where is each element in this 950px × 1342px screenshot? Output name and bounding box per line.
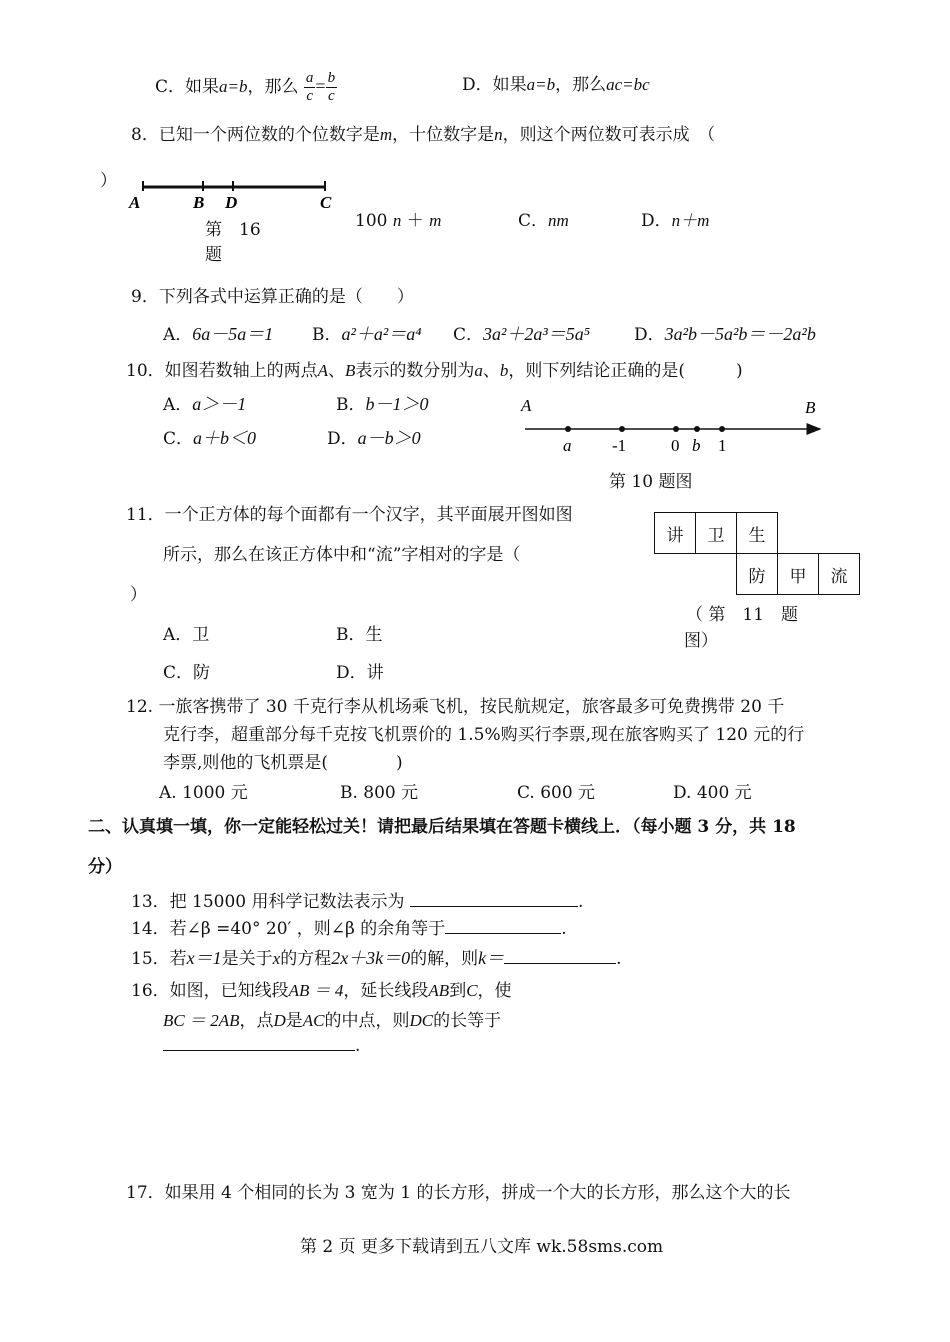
q7-c-label: C．如果 <box>155 77 220 97</box>
point-one <box>719 426 725 432</box>
q16-l2-b: ，点 <box>239 1011 274 1031</box>
q16-l1-b: ，延长线段 <box>343 981 429 1001</box>
q11-stem-a: 11．一个正方体的每个面都有一个汉字，其平面展开图如图 <box>126 505 573 525</box>
q11-close-paren: ） <box>130 585 147 605</box>
q7-option-d <box>462 70 650 95</box>
q9-a-expr: 6a－5a＝1 <box>192 324 274 344</box>
q7-d-label: D．如果 <box>462 75 527 95</box>
q16-ab-eq: AB ＝ 4 <box>288 981 344 1000</box>
q11-stem-b: 所示，那么在该正方体中和“流”字相对的字是（ <box>163 545 521 565</box>
q10-c-expr: a＋b＜0 <box>193 428 257 448</box>
tick-label-one: 1 <box>718 436 727 455</box>
q7-d-cond: a=b <box>526 75 556 94</box>
q16-l1-d: ，使 <box>477 981 512 1001</box>
q14-answer-blank[interactable] <box>445 919 561 934</box>
q11-option-d: D．讲 <box>336 663 384 683</box>
q10-b-expr: b－1＞0 <box>365 394 429 414</box>
q10-option-c <box>163 424 256 450</box>
q11-option-c: C．防 <box>163 663 211 683</box>
q10-stem-b: 表示的数分别为 <box>355 361 475 381</box>
q16-dc: DC <box>409 1011 434 1030</box>
q8-stem-a: 8．已知一个两位数的个位数字是 <box>131 125 380 145</box>
q10-stem <box>126 356 743 381</box>
q10-d-expr: a－b＞0 <box>357 428 421 448</box>
q9-option-b <box>312 320 422 346</box>
label-a: A <box>129 193 141 212</box>
q16-c: C <box>466 981 478 1000</box>
label-b: B <box>193 193 205 212</box>
q12-line1: 12. 一旅客携带了 30 千克行李从机场乘飞机，按民航规定，旅客最多可免费携带 20 千 <box>126 697 785 717</box>
q13-text: 13．把 15000 用科学记数法表示为 <box>131 892 405 912</box>
q13-answer-blank[interactable] <box>410 892 578 907</box>
tick-label-minus-one: -1 <box>612 436 627 455</box>
cube-cell: 卫 <box>696 513 737 554</box>
q10-a-expr: a＞－1 <box>192 394 247 414</box>
point-minus-one <box>619 426 625 432</box>
q9-option-c <box>453 320 590 346</box>
q11-option-a: A．卫 <box>163 625 210 645</box>
q9-option-a <box>163 320 273 346</box>
q16-line3 <box>163 1036 360 1056</box>
point-a <box>565 426 571 432</box>
q14-text: 14．若∠β =40° 20′ ，则∠β 的余角等于 <box>131 919 446 939</box>
q9-stem: 9．下列各式中运算正确的是（ ） <box>131 287 414 307</box>
q15-end: . <box>616 949 622 969</box>
q16-d: D <box>273 1011 286 1030</box>
cube-cell: 流 <box>819 554 860 595</box>
q8-b-plus: ＋ <box>406 211 424 231</box>
q8-var-n: n <box>494 125 503 144</box>
q9-c-label: C． <box>453 325 484 345</box>
q12-option-a: A. 1000 元 <box>159 783 248 803</box>
q15-expr3: k＝ <box>478 948 505 968</box>
frac-num: b <box>327 70 336 86</box>
q10-sep: 、 <box>328 361 346 381</box>
q10-var-b: b <box>499 361 509 380</box>
q14-end: . <box>561 919 567 939</box>
q8-option-d <box>641 206 709 231</box>
q10-var-a-point: A <box>317 361 329 380</box>
section-heading-line2: 分） <box>88 857 122 877</box>
q15-d: 的解，则 <box>410 949 479 969</box>
cube-cell: 生 <box>737 513 778 554</box>
q7-d-expr: ac=bc <box>606 75 650 94</box>
q16-ab: AB <box>428 981 450 1000</box>
q10-c-label: C． <box>163 429 194 449</box>
q7-c-fraction-left <box>304 70 316 105</box>
q10-d-label: D． <box>327 429 358 449</box>
frac-den: c <box>327 88 335 104</box>
q8-c-expr: nm <box>548 211 569 230</box>
fig-label-b: B <box>805 398 816 417</box>
q15 <box>131 944 622 970</box>
q10-var-a: a <box>474 361 483 380</box>
q9-c-expr: 3a²＋2a³＝5a⁵ <box>483 324 591 344</box>
q8-d-expr: n＋m <box>671 211 710 230</box>
segment-figure <box>125 178 375 214</box>
label-d: D <box>225 193 238 212</box>
q7-c-cond: a=b <box>219 77 248 96</box>
tick-label-b: b <box>692 436 701 455</box>
q17-text: 17．如果用 4 个相同的长为 3 宽为 1 的长方形，拼成一个大的长方形，那么这个大的长 <box>126 1183 791 1203</box>
cube-cell: 讲 <box>655 513 696 554</box>
q15-c: 的方程 <box>280 949 332 969</box>
q10-stem-c: ，则下列结论正确的是( ) <box>508 361 743 381</box>
frac-den: c <box>306 88 313 104</box>
fig16-caption-a: 第 16 <box>205 220 261 240</box>
point-b <box>694 426 700 432</box>
q8-var-m: m <box>379 125 393 144</box>
q15-answer-blank[interactable] <box>504 949 616 964</box>
q10-option-a <box>163 390 246 416</box>
cube-cell: 防 <box>737 554 778 595</box>
q16-ac: AC <box>302 1011 325 1030</box>
q10-var-b-point: B <box>345 361 356 380</box>
q16-l2-e: 的长等于 <box>433 1011 502 1031</box>
q9-b-expr: a²＋a²＝a⁴ <box>341 324 422 344</box>
q9-option-d <box>634 320 816 346</box>
fig-label-a: A <box>521 396 532 415</box>
q8-stem-c: ，则这个两位数可表示成 （ <box>502 125 716 145</box>
q8-stem-b: ，十位数字是 <box>392 125 495 145</box>
q8-c-label: C． <box>518 211 549 231</box>
q15-expr2: 2x＋3k＝0 <box>331 948 411 968</box>
tick-label-a: a <box>563 436 572 455</box>
q7-d-then: ，那么 <box>555 75 607 95</box>
q7-option-c <box>155 70 337 105</box>
q9-b-label: B． <box>312 325 342 345</box>
q8-option-c <box>518 206 569 231</box>
q13-end: . <box>577 892 584 912</box>
q7-c-then: ，那么 <box>247 77 299 97</box>
q16-l2-d: 的中点，则 <box>324 1011 410 1031</box>
section-heading-line1: 二、认真填一填，你一定能轻松过关！请把最后结果填在答题卡横线上．（每小题 3 分，共 18 <box>88 817 796 837</box>
q16-l1-a: 16．如图，已知线段 <box>131 981 289 1001</box>
q9-d-expr: 3a²b－5a²b＝－2a²b <box>664 324 816 344</box>
frac-num: a <box>305 70 314 86</box>
point-zero <box>673 426 679 432</box>
q11-option-b: B．生 <box>336 625 383 645</box>
q10-stem-a: 10．如图若数轴上的两点 <box>126 361 318 381</box>
fig11-caption-a: （ 第 11 题 <box>686 605 799 625</box>
q9-d-label: D． <box>634 325 665 345</box>
q15-a: 15．若 <box>131 949 187 969</box>
q10-option-d <box>327 424 421 450</box>
q12-option-c: C. 600 元 <box>517 783 596 803</box>
q16-l1-c: 到 <box>449 981 467 1001</box>
q9-a-label: A． <box>163 325 193 345</box>
q12-line2: 克行李，超重部分每千克按飞机票价的 1.5%购买行李票,现在旅客购买了 120 元的行 <box>163 725 805 745</box>
q8-b-m: m <box>429 211 442 230</box>
q16-l2-c: 是 <box>285 1011 303 1031</box>
q7-c-fraction-right <box>326 70 338 105</box>
q8-stem <box>131 120 715 145</box>
q13 <box>131 887 583 912</box>
number-line-figure <box>515 393 830 463</box>
q8-b-num: 100 <box>355 211 388 231</box>
q12-option-d: D. 400 元 <box>673 783 752 803</box>
cube-cell: 甲 <box>778 554 819 595</box>
q10-sep2: 、 <box>482 361 500 381</box>
q10-a-label: A． <box>163 395 193 415</box>
q12-line3: 李票,则他的飞机票是( ) <box>163 753 403 773</box>
label-c: C <box>320 193 332 212</box>
cube-net <box>654 512 860 595</box>
q15-var-x: x <box>272 949 281 968</box>
q12-option-b: B. 800 元 <box>340 783 419 803</box>
page-footer: 第 2 页 更多下载请到五八文库 wk.58sms.com <box>300 1237 664 1257</box>
q14 <box>131 914 567 939</box>
fig16-caption-b: 题 <box>205 245 222 265</box>
q8-option-b <box>355 206 441 231</box>
q8-d-label: D． <box>641 211 672 231</box>
q8-close-paren: ） <box>100 171 117 191</box>
q15-expr1: x＝1 <box>186 948 222 968</box>
q16-line2 <box>163 1006 501 1031</box>
fig10-caption: 第 10 题图 <box>609 472 693 492</box>
tick-label-zero: 0 <box>671 436 680 455</box>
q8-b-n: n <box>392 211 402 230</box>
q16-answer-blank[interactable] <box>163 1036 355 1051</box>
q15-b: 是关于 <box>221 949 273 969</box>
q10-b-label: B． <box>336 395 366 415</box>
q16-end: . <box>355 1036 361 1056</box>
q16-line1 <box>131 976 512 1001</box>
fig11-caption-b: 图） <box>684 631 718 651</box>
q7-c-eq: = <box>315 76 326 96</box>
q16-bc-eq: BC ＝ 2AB <box>163 1011 240 1030</box>
q10-option-b <box>336 390 429 416</box>
